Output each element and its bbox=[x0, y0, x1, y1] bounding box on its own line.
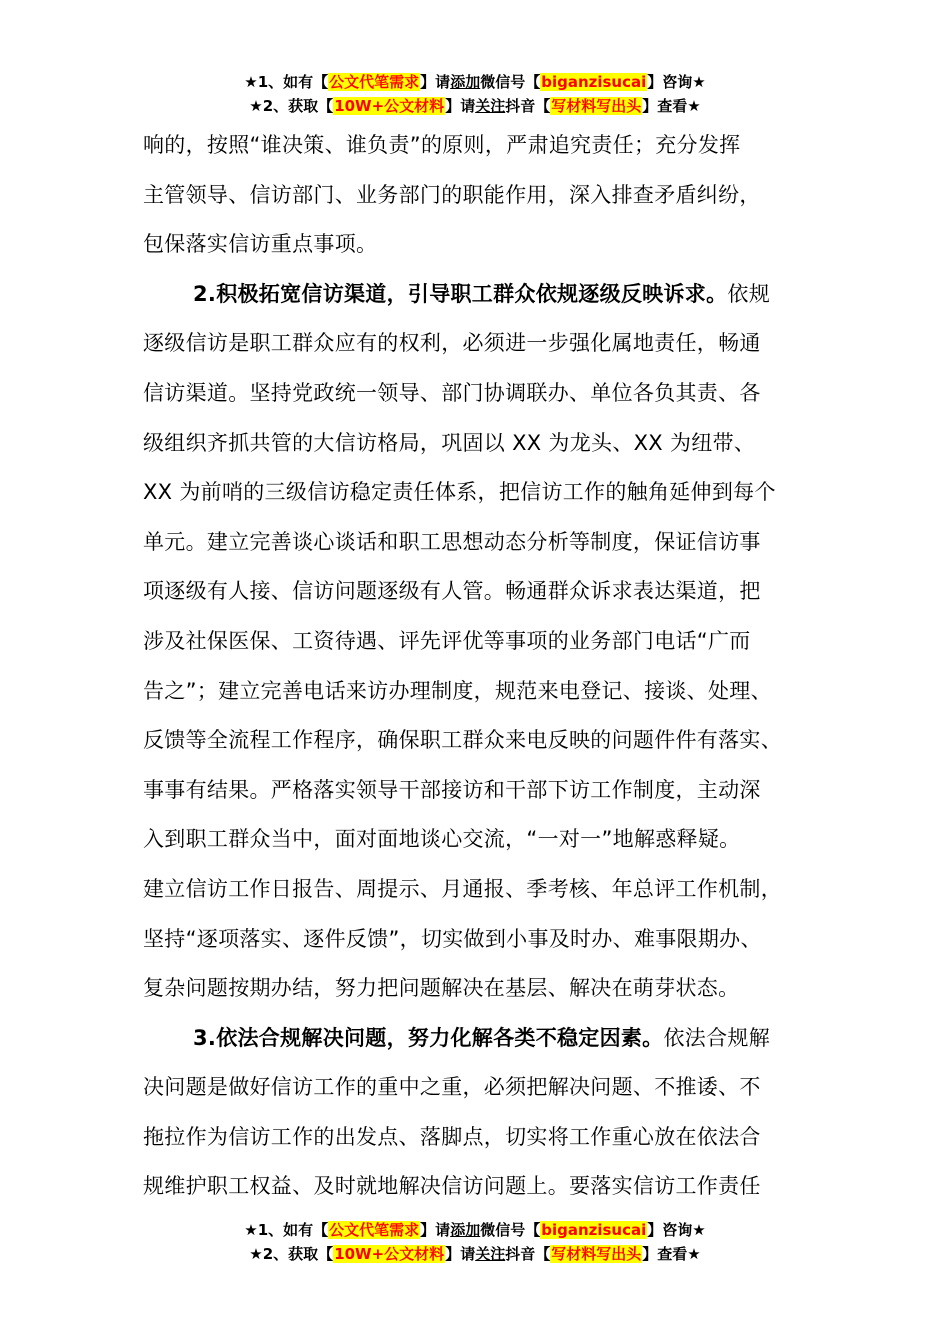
document-body bbox=[143, 121, 810, 1212]
banner-text: ★1、如有【 bbox=[244, 1221, 329, 1239]
header-banner bbox=[0, 70, 950, 118]
banner-text: ★1、如有【 bbox=[244, 73, 329, 91]
body-line: 告之”；建立完善电话来访办理制度，规范来电登记、接谈、处理、 bbox=[143, 678, 772, 703]
body-line: 反馈等全流程工作程序，确保职工群众来电反映的问题件件有落实、 bbox=[143, 728, 782, 753]
heading-bold-text: 2.积极拓宽信访渠道，引导职工群众依规逐级反映诉求。 bbox=[193, 281, 728, 306]
banner-text: 】查看★ bbox=[642, 1245, 701, 1263]
banner-text: 】咨询★ bbox=[647, 73, 706, 91]
body-line: XX 为前哨的三级信访稳定责任体系，把信访工作的触角延伸到每个 bbox=[143, 480, 776, 505]
body-line: 规维护职工权益、及时就地解决信访问题上。要落实信访工作责任 bbox=[143, 1174, 761, 1199]
banner-highlight: biganzisucai bbox=[541, 1221, 647, 1239]
banner-line-1 bbox=[0, 1218, 950, 1242]
banner-highlight: 10W+公文材料 bbox=[334, 97, 445, 115]
body-line: 逐级信访是职工群众应有的权利，必须进一步强化属地责任，畅通 bbox=[143, 331, 761, 356]
banner-text: 微信号【 bbox=[480, 73, 541, 91]
body-line: 响的，按照“谁决策、谁负责”的原则，严肃追究责任；充分发挥 bbox=[143, 133, 741, 157]
banner-underlined-text: 关注 bbox=[475, 1245, 506, 1263]
body-line: 坚持“逐项落实、逐件反馈”，切实做到小事及时办、难事限期办、 bbox=[143, 926, 762, 951]
banner-highlight: 写材料写出头 bbox=[551, 1245, 642, 1263]
section-heading-2 bbox=[143, 270, 810, 320]
body-line: 项逐级有人接、信访问题逐级有人管。畅通群众诉求表达渠道，把 bbox=[143, 579, 761, 604]
heading-rest-text: 依法合规解 bbox=[663, 1025, 770, 1050]
body-line: 事事有结果。严格落实领导干部接访和干部下访工作制度，主动深 bbox=[143, 777, 761, 802]
banner-text: 抖音【 bbox=[505, 97, 551, 115]
footer-banner bbox=[0, 1218, 950, 1266]
body-line: 级组织齐抓共管的大信访格局，巩固以 XX 为龙头、XX 为纽带、 bbox=[143, 430, 756, 455]
banner-text: ★2、获取【 bbox=[249, 1245, 334, 1263]
banner-underlined-text: 添加 bbox=[450, 1221, 481, 1239]
heading-bold-text: 3.依法合规解决问题，努力化解各类不稳定因素。 bbox=[193, 1025, 664, 1050]
banner-highlight: 写材料写出头 bbox=[551, 97, 642, 115]
banner-text: 】查看★ bbox=[642, 97, 701, 115]
banner-highlight: 10W+公文材料 bbox=[334, 1245, 445, 1263]
banner-highlight: biganzisucai bbox=[541, 73, 647, 91]
section-heading-3 bbox=[143, 1014, 810, 1064]
banner-text: 】请 bbox=[420, 1221, 451, 1239]
body-line: 涉及社保医保、工资待遇、评先评优等事项的业务部门电话“广而 bbox=[143, 628, 751, 653]
banner-highlight: 公文代笔需求 bbox=[329, 1221, 420, 1239]
banner-text: 】咨询★ bbox=[647, 1221, 706, 1239]
banner-line-1 bbox=[0, 70, 950, 94]
heading-rest-text: 依规 bbox=[727, 281, 770, 306]
banner-line-2 bbox=[0, 94, 950, 118]
body-line: 信访渠道。坚持党政统一领导、部门协调联办、单位各负其责、各 bbox=[143, 380, 761, 405]
body-line: 包保落实信访重点事项。 bbox=[143, 232, 378, 257]
banner-text: ★2、获取【 bbox=[249, 97, 334, 115]
banner-text: 】请 bbox=[445, 1245, 476, 1263]
body-line: 拖拉作为信访工作的出发点、落脚点，切实将工作重心放在依法合 bbox=[143, 1124, 761, 1149]
body-line: 建立信访工作日报告、周提示、月通报、季考核、年总评工作机制， bbox=[143, 876, 782, 901]
body-line: 单元。建立完善谈心谈话和职工思想动态分析等制度，保证信访事 bbox=[143, 529, 761, 554]
body-line: 入到职工群众当中，面对面地谈心交流，“一对一”地解惑释疑。 bbox=[143, 827, 741, 852]
body-line: 主管领导、信访部门、业务部门的职能作用，深入排查矛盾纠纷， bbox=[143, 182, 761, 207]
banner-text: 抖音【 bbox=[505, 1245, 551, 1263]
banner-text: 】请 bbox=[420, 73, 451, 91]
banner-line-2 bbox=[0, 1242, 950, 1266]
body-line: 决问题是做好信访工作的重中之重，必须把解决问题、不推诿、不 bbox=[143, 1075, 761, 1100]
banner-underlined-text: 添加 bbox=[450, 73, 481, 91]
banner-text: 微信号【 bbox=[480, 1221, 541, 1239]
banner-text: 】请 bbox=[445, 97, 476, 115]
banner-highlight: 公文代笔需求 bbox=[329, 73, 420, 91]
banner-underlined-text: 关注 bbox=[475, 97, 506, 115]
body-line: 复杂问题按期办结，努力把问题解决在基层、解决在萌芽状态。 bbox=[143, 976, 740, 1001]
